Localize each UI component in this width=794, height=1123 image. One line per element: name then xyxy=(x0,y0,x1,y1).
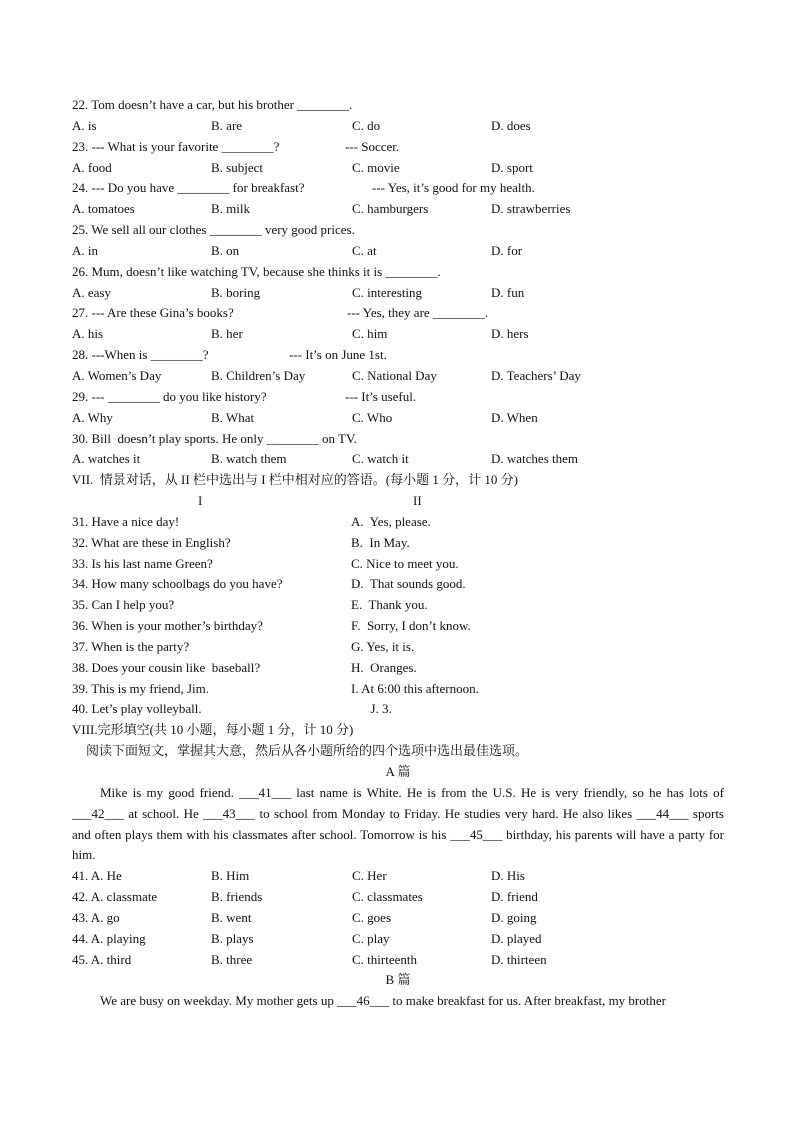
matching-row xyxy=(72,658,724,679)
part-b-title: B 篇 xyxy=(385,972,411,988)
question-stem xyxy=(72,262,724,283)
question-stem xyxy=(72,95,724,116)
dialog-reply: --- It’s on June 1st. xyxy=(289,347,387,363)
option-b: B. boring xyxy=(211,284,261,300)
matching-row xyxy=(72,679,724,700)
dialog-reply: --- Yes, they are ________. xyxy=(347,305,489,321)
cloze-option-b: B. went xyxy=(211,909,252,925)
cloze-options-row xyxy=(72,866,724,887)
part-a-passage: Mike is my good friend. ___41___ last name is White. He is from the U.S. He is very friendly, so he has lots of ___42___ at school. He ___43___ to school from Monday to Friday. He studies very hard. He also likes ___44___ sports and often plays them with his classmates after school. Tomorrow is his ___45___ birthday, his parents will have a party for him. xyxy=(72,784,724,863)
cloze-options-row xyxy=(72,950,724,971)
option-d: D. sport xyxy=(491,159,533,175)
option-c: C. watch it xyxy=(352,451,409,467)
question-stem xyxy=(72,387,724,408)
column-i-item: 40. Let’s play volleyball. xyxy=(72,701,202,717)
question-stem xyxy=(72,137,724,158)
question-text: 27. --- Are these Gina’s books? xyxy=(72,305,234,321)
option-d: D. does xyxy=(491,117,531,133)
option-d: D. for xyxy=(491,242,523,258)
options-row xyxy=(72,324,724,345)
column-ii-item: G. Yes, it is. xyxy=(351,638,415,654)
option-d: D. When xyxy=(491,409,538,425)
column-i-item: 33. Is his last name Green? xyxy=(72,555,213,571)
cloze-option-b: B. Him xyxy=(211,868,250,884)
cloze-options-row xyxy=(72,929,724,950)
option-d: D. hers xyxy=(491,326,529,342)
part-b-passage: We are busy on weekday. My mother gets up ___46___ to make breakfast for us. After breakfast, my brother xyxy=(100,993,666,1009)
cloze-option-a: 42. A. classmate xyxy=(72,889,158,905)
cloze-option-a: 44. A. playing xyxy=(72,930,146,946)
options-row xyxy=(72,408,724,429)
matching-row xyxy=(72,512,724,533)
cloze-options-row xyxy=(72,908,724,929)
cloze-instruction: 阅读下面短文，掌握其大意，然后从各小题所给的四个选项中选出最佳选项。 xyxy=(86,743,529,759)
option-c: C. Who xyxy=(352,409,393,425)
cloze-option-c: C. goes xyxy=(352,909,391,925)
option-b: B. subject xyxy=(211,159,263,175)
question-text: 25. We sell all our clothes ________ very good prices. xyxy=(72,222,355,238)
question-text: 28. ---When is ________? xyxy=(72,347,209,363)
cloze-option-d: D. friend xyxy=(491,889,538,905)
matching-row xyxy=(72,533,724,554)
option-b: B. her xyxy=(211,326,243,342)
option-b: B. watch them xyxy=(211,451,287,467)
question-text: 30. Bill doesn’t play sports. He only ________ on TV. xyxy=(72,430,357,446)
matching-row xyxy=(72,616,724,637)
cloze-option-b: B. friends xyxy=(211,889,263,905)
question-text: 23. --- What is your favorite ________? xyxy=(72,138,280,154)
options-row xyxy=(72,116,724,137)
option-a: A. his xyxy=(72,326,104,342)
cloze-option-a: 41. A. He xyxy=(72,868,122,884)
cloze-option-a: 43. A. go xyxy=(72,909,120,925)
matching-section xyxy=(72,512,724,720)
cloze-option-d: D. going xyxy=(491,909,537,925)
option-d: D. fun xyxy=(491,284,525,300)
column-ii-item: D. That sounds good. xyxy=(351,576,466,592)
option-c: C. at xyxy=(352,242,377,258)
options-row xyxy=(72,449,724,470)
option-b: B. milk xyxy=(211,201,251,217)
option-a: A. is xyxy=(72,117,97,133)
column-ii-item: A. Yes, please. xyxy=(351,513,431,529)
cloze-option-c: C. Her xyxy=(352,868,387,884)
column-ii-item: H. Oranges. xyxy=(351,659,417,675)
cloze-a-questions xyxy=(72,866,724,970)
column-i-item: 35. Can I help you? xyxy=(72,597,175,613)
column-i-label: I xyxy=(198,493,203,509)
column-ii-item: E. Thank you. xyxy=(351,597,428,613)
question-text: 22. Tom doesn’t have a car, but his brother ________. xyxy=(72,97,353,112)
matching-row xyxy=(72,554,724,575)
question-stem xyxy=(72,345,724,366)
cloze-options-row xyxy=(72,887,724,908)
option-c: C. movie xyxy=(352,159,400,175)
option-a: A. tomatoes xyxy=(72,201,135,217)
option-c: C. National Day xyxy=(352,367,437,383)
section-vii-heading: VII. 情景对话，从 II 栏中选出与 I 栏中相对应的答语。(每小题 1 分，计 10 分) xyxy=(72,472,518,488)
column-i-item: 37. When is the party? xyxy=(72,638,190,654)
column-i-item: 34. How many schoolbags do you have? xyxy=(72,576,283,592)
options-row xyxy=(72,158,724,179)
options-row xyxy=(72,199,724,220)
option-c: C. hamburgers xyxy=(352,201,429,217)
option-a: A. food xyxy=(72,159,112,175)
column-i-item: 36. When is your mother’s birthday? xyxy=(72,618,263,634)
matching-row xyxy=(72,574,724,595)
question-stem xyxy=(72,178,724,199)
question-stem xyxy=(72,220,724,241)
options-row xyxy=(72,366,724,387)
option-a: A. watches it xyxy=(72,451,141,467)
section-viii-heading: VIII.完形填空(共 10 小题，每小题 1 分，计 10 分) xyxy=(72,722,354,738)
column-ii-item: I. At 6:00 this afternoon. xyxy=(351,680,479,696)
option-d: D. watches them xyxy=(491,451,579,467)
question-text: 24. --- Do you have ________ for breakfast? xyxy=(72,180,305,196)
matching-column-headers xyxy=(72,491,724,512)
question-text: 26. Mum, doesn’t like watching TV, because she thinks it is ________. xyxy=(72,263,441,279)
matching-row xyxy=(72,637,724,658)
question-stem xyxy=(72,429,724,450)
cloze-option-d: D. played xyxy=(491,930,542,946)
cloze-option-d: D. thirteen xyxy=(491,951,547,967)
cloze-option-a: 45. A. third xyxy=(72,951,132,967)
column-ii-item: C. Nice to meet you. xyxy=(351,555,459,571)
options-row xyxy=(72,283,724,304)
option-d: D. Teachers’ Day xyxy=(491,367,581,383)
cloze-option-b: B. plays xyxy=(211,930,254,946)
question-text: 29. --- ________ do you like history? xyxy=(72,388,267,404)
dialog-reply: --- Soccer. xyxy=(345,138,400,154)
column-ii-item: F. Sorry, I don’t know. xyxy=(351,618,471,634)
cloze-option-b: B. three xyxy=(211,951,253,967)
column-ii-item: J. 3. xyxy=(351,701,392,717)
option-d: D. strawberries xyxy=(491,201,571,217)
option-a: A. easy xyxy=(72,284,111,300)
option-a: A. in xyxy=(72,242,98,258)
cloze-option-c: C. play xyxy=(352,930,390,946)
exam-page xyxy=(72,95,724,1012)
column-ii-label: II xyxy=(413,493,422,509)
part-a-title: A 篇 xyxy=(385,764,411,779)
option-b: B. are xyxy=(211,117,243,133)
option-b: B. Children’s Day xyxy=(211,367,306,383)
column-ii-item: B. In May. xyxy=(351,534,410,550)
options-row xyxy=(72,241,724,262)
column-i-item: 31. Have a nice day! xyxy=(72,513,180,529)
option-b: B. What xyxy=(211,409,255,425)
option-c: C. him xyxy=(352,326,388,342)
column-i-item: 38. Does your cousin like baseball? xyxy=(72,659,261,675)
matching-row xyxy=(72,595,724,616)
option-b: B. on xyxy=(211,242,240,258)
question-stem xyxy=(72,303,724,324)
column-i-item: 39. This is my friend, Jim. xyxy=(72,680,209,696)
option-a: A. Women’s Day xyxy=(72,367,162,383)
column-i-item: 32. What are these in English? xyxy=(72,534,231,550)
option-a: A. Why xyxy=(72,409,113,425)
cloze-option-c: C. thirteenth xyxy=(352,951,417,967)
cloze-option-c: C. classmates xyxy=(352,889,423,905)
dialog-reply: --- It’s useful. xyxy=(345,388,417,404)
matching-row xyxy=(72,699,724,720)
option-c: C. interesting xyxy=(352,284,423,300)
option-c: C. do xyxy=(352,117,381,133)
cloze-option-d: D. His xyxy=(491,868,525,884)
multiple-choice-section xyxy=(72,95,724,470)
dialog-reply: --- Yes, it’s good for my health. xyxy=(372,180,535,196)
